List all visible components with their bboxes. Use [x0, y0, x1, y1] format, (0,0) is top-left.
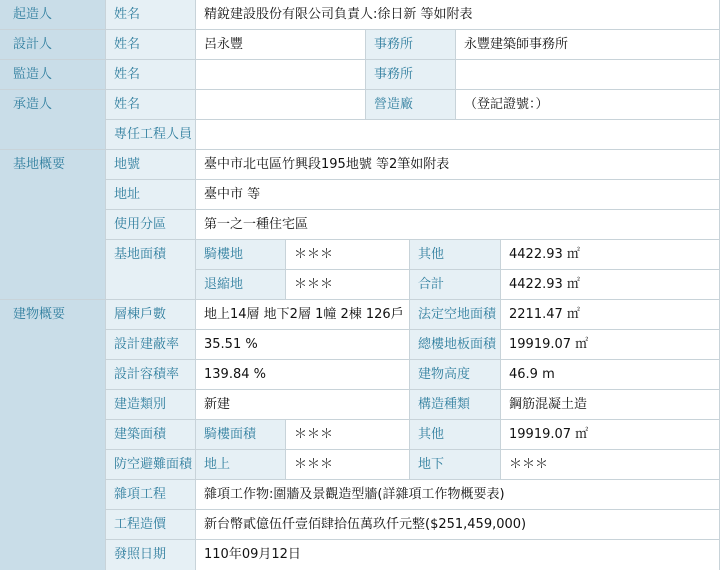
initiator-name-label: 姓名	[106, 0, 196, 30]
building-other-label: 其他	[410, 420, 501, 450]
designer-name-label: 姓名	[106, 30, 196, 60]
arcade-land-value: ＊＊＊	[286, 240, 410, 270]
floors-label: 層棟戶數	[106, 300, 196, 330]
coverage-label: 設計建蔽率	[106, 330, 196, 360]
address-value: 臺中市 等	[196, 180, 720, 210]
height-value: 46.9 m	[501, 360, 720, 390]
supervisor-name-label: 姓名	[106, 60, 196, 90]
build-type-value: 新建	[196, 390, 410, 420]
height-label: 建物高度	[410, 360, 501, 390]
lot-label: 地號	[106, 150, 196, 180]
building-area-label: 建築面積	[106, 420, 196, 450]
below-ground-value: ＊＊＊	[501, 450, 720, 480]
address-label: 地址	[106, 180, 196, 210]
arcade-land-label: 騎樓地	[196, 240, 286, 270]
build-type-label: 建造類別	[106, 390, 196, 420]
section-initiator: 起造人	[0, 0, 106, 30]
designer-office-label: 事務所	[366, 30, 456, 60]
contractor-name-label: 姓名	[106, 90, 196, 120]
cost-label: 工程造價	[106, 510, 196, 540]
engineer-label: 專任工程人員	[106, 120, 196, 150]
lot-value: 臺中市北屯區竹興段195地號 等2筆如附表	[196, 150, 720, 180]
designer-name-value: 呂永豐	[196, 30, 366, 60]
above-ground-value: ＊＊＊	[286, 450, 410, 480]
floors-value: 地上14層 地下2層 1幢 2棟 126戶	[196, 300, 410, 330]
site-other-label: 其他	[410, 240, 501, 270]
structure-label: 構造種類	[410, 390, 501, 420]
engineer-value	[196, 120, 720, 150]
contractor-firm-value: （登記證號：）	[456, 90, 720, 120]
zoning-value: 第一之一種住宅區	[196, 210, 720, 240]
supervisor-office-label: 事務所	[366, 60, 456, 90]
above-ground-label: 地上	[196, 450, 286, 480]
setback-land-value: ＊＊＊	[286, 270, 410, 300]
building-other-value: 19919.07 ㎡	[501, 420, 720, 450]
issue-date-value: 110年09月12日	[196, 540, 720, 570]
open-space-label: 法定空地面積	[410, 300, 501, 330]
arcade-area-label: 騎樓面積	[196, 420, 286, 450]
contractor-firm-label: 營造廠	[366, 90, 456, 120]
site-total-value: 4422.93 ㎡	[501, 270, 720, 300]
site-area-label: 基地面積	[106, 240, 196, 300]
far-value: 139.84 %	[196, 360, 410, 390]
coverage-value: 35.51 %	[196, 330, 410, 360]
misc-works-value: 雜項工作物:圍牆及景觀造型牆(詳雜項工作物概要表)	[196, 480, 720, 510]
shelter-area-label: 防空避難面積	[106, 450, 196, 480]
section-site: 基地概要	[0, 150, 106, 300]
section-designer: 設計人	[0, 30, 106, 60]
section-building: 建物概要	[0, 300, 106, 570]
setback-land-label: 退縮地	[196, 270, 286, 300]
far-label: 設計容積率	[106, 360, 196, 390]
site-other-value: 4422.93 ㎡	[501, 240, 720, 270]
contractor-name-value	[196, 90, 366, 120]
zoning-label: 使用分區	[106, 210, 196, 240]
section-contractor: 承造人	[0, 90, 106, 150]
supervisor-office-value	[456, 60, 720, 90]
arcade-area-value: ＊＊＊	[286, 420, 410, 450]
initiator-name-value: 精銳建設股份有限公司負責人:徐日新 等如附表	[196, 0, 720, 30]
structure-value: 鋼筋混凝土造	[501, 390, 720, 420]
site-total-label: 合計	[410, 270, 501, 300]
below-ground-label: 地下	[410, 450, 501, 480]
floor-area-value: 19919.07 ㎡	[501, 330, 720, 360]
open-space-value: 2211.47 ㎡	[501, 300, 720, 330]
supervisor-name-value	[196, 60, 366, 90]
designer-office-value: 永豐建築師事務所	[456, 30, 720, 60]
floor-area-label: 總樓地板面積	[410, 330, 501, 360]
misc-works-label: 雜項工程	[106, 480, 196, 510]
cost-value: 新台幣貳億伍仟壹佰肆拾伍萬玖仟元整($251,459,000)	[196, 510, 720, 540]
issue-date-label: 發照日期	[106, 540, 196, 570]
section-supervisor: 監造人	[0, 60, 106, 90]
